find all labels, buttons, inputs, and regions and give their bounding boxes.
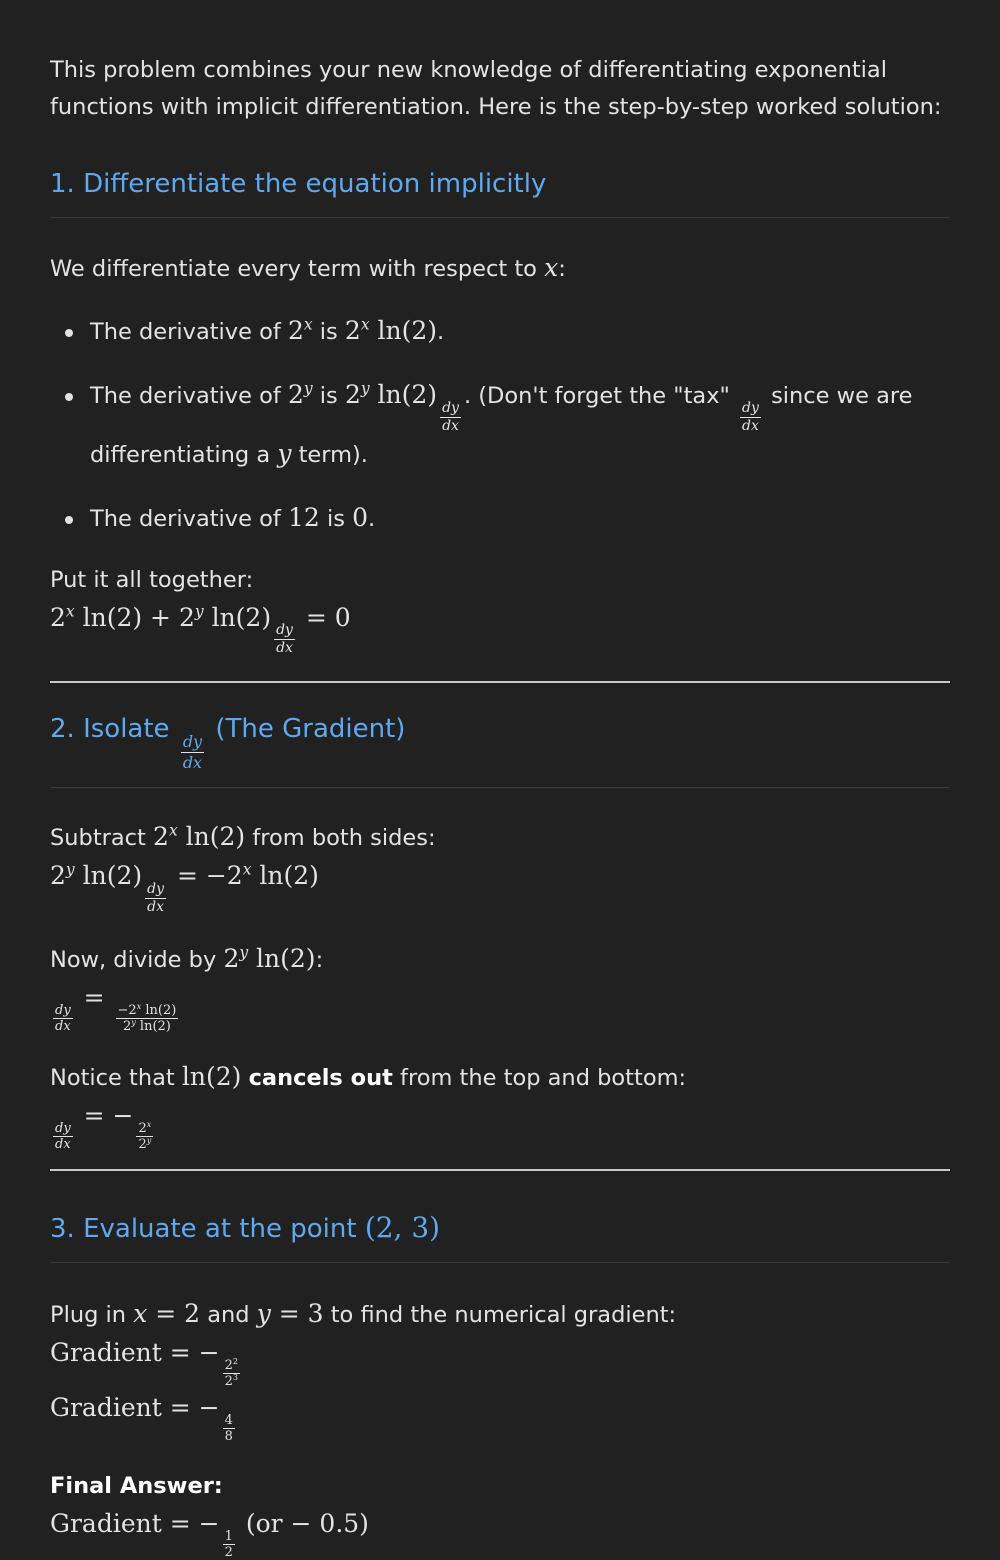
list-item: The derivative of 12 is 0. (50, 499, 950, 538)
final-answer-equation: Gradient = − $\frac{1}{2}$ (or − 0.5) (50, 1509, 369, 1560)
gradient-step-2: Gradient = − $\frac{4}{8}$ (50, 1393, 233, 1445)
equation-subtracted: 2$^y$ ln(2) $\frac{dy}{dx}$ = $-2^x$ ln(2) (50, 860, 319, 915)
section-heading-evaluate: 3. Evaluate at the point (2, 3) (50, 1209, 950, 1263)
subtract-line: Subtract 2$^x$ ln(2) from both sides: (50, 821, 436, 852)
section-divider (50, 681, 950, 683)
section-heading-isolate: 2. Isolate $\frac{dy}{dx}$ (The Gradient) (50, 711, 950, 788)
plug-in-line: Plug in x = 2 and y = 3 to find the numerical gradient: (50, 1299, 677, 1329)
put-together-label: Put it all together: (50, 566, 254, 593)
equation-simplified: $\frac{dy}{dx}$ = − $\frac{2^x}{2^y}$ (55, 1100, 152, 1153)
section-divider (50, 1169, 950, 1171)
equation-combined: 2$^x$ $\ln(2) + 2^y$ ln(2) $\frac{dy}{dx}$ = 0 (50, 602, 351, 657)
equation-divided: $\frac{dy}{dx}$ = $\frac{-2^x \ln(2)}{2^y \ln(2)}$ (55, 982, 177, 1034)
differentiate-lead: We differentiate every term with respect to x: (50, 253, 566, 282)
list-item: The derivative of 2$^y$ is 2$^y$ ln(2) $\frac{dy}{dx}$ . (Don't forget the "tax" $\frac{dy}{dx}$ since we are differentiating a y term). (50, 376, 950, 474)
list-item: The derivative of 2$^x$ is 2$^x$ ln(2). (50, 312, 950, 351)
solution-content (50, 0, 950, 1560)
section-heading-differentiate: 1. Differentiate the equation implicitly (50, 166, 950, 218)
notice-line: Notice that ln(2) cancels out from the top and bottom: (50, 1061, 687, 1091)
derivative-list (50, 312, 950, 538)
gradient-step-1: Gradient = − $\frac{2^2}{2^3}$ (50, 1338, 238, 1390)
divide-line: Now, divide by 2$^y$ ln(2): (50, 943, 324, 973)
final-answer-label: Final Answer: (50, 1473, 223, 1500)
intro-paragraph: This problem combines your new knowledge of differentiating exponential functions with implicit differentiation. Here is the step-by-step worked solution: (50, 57, 942, 120)
